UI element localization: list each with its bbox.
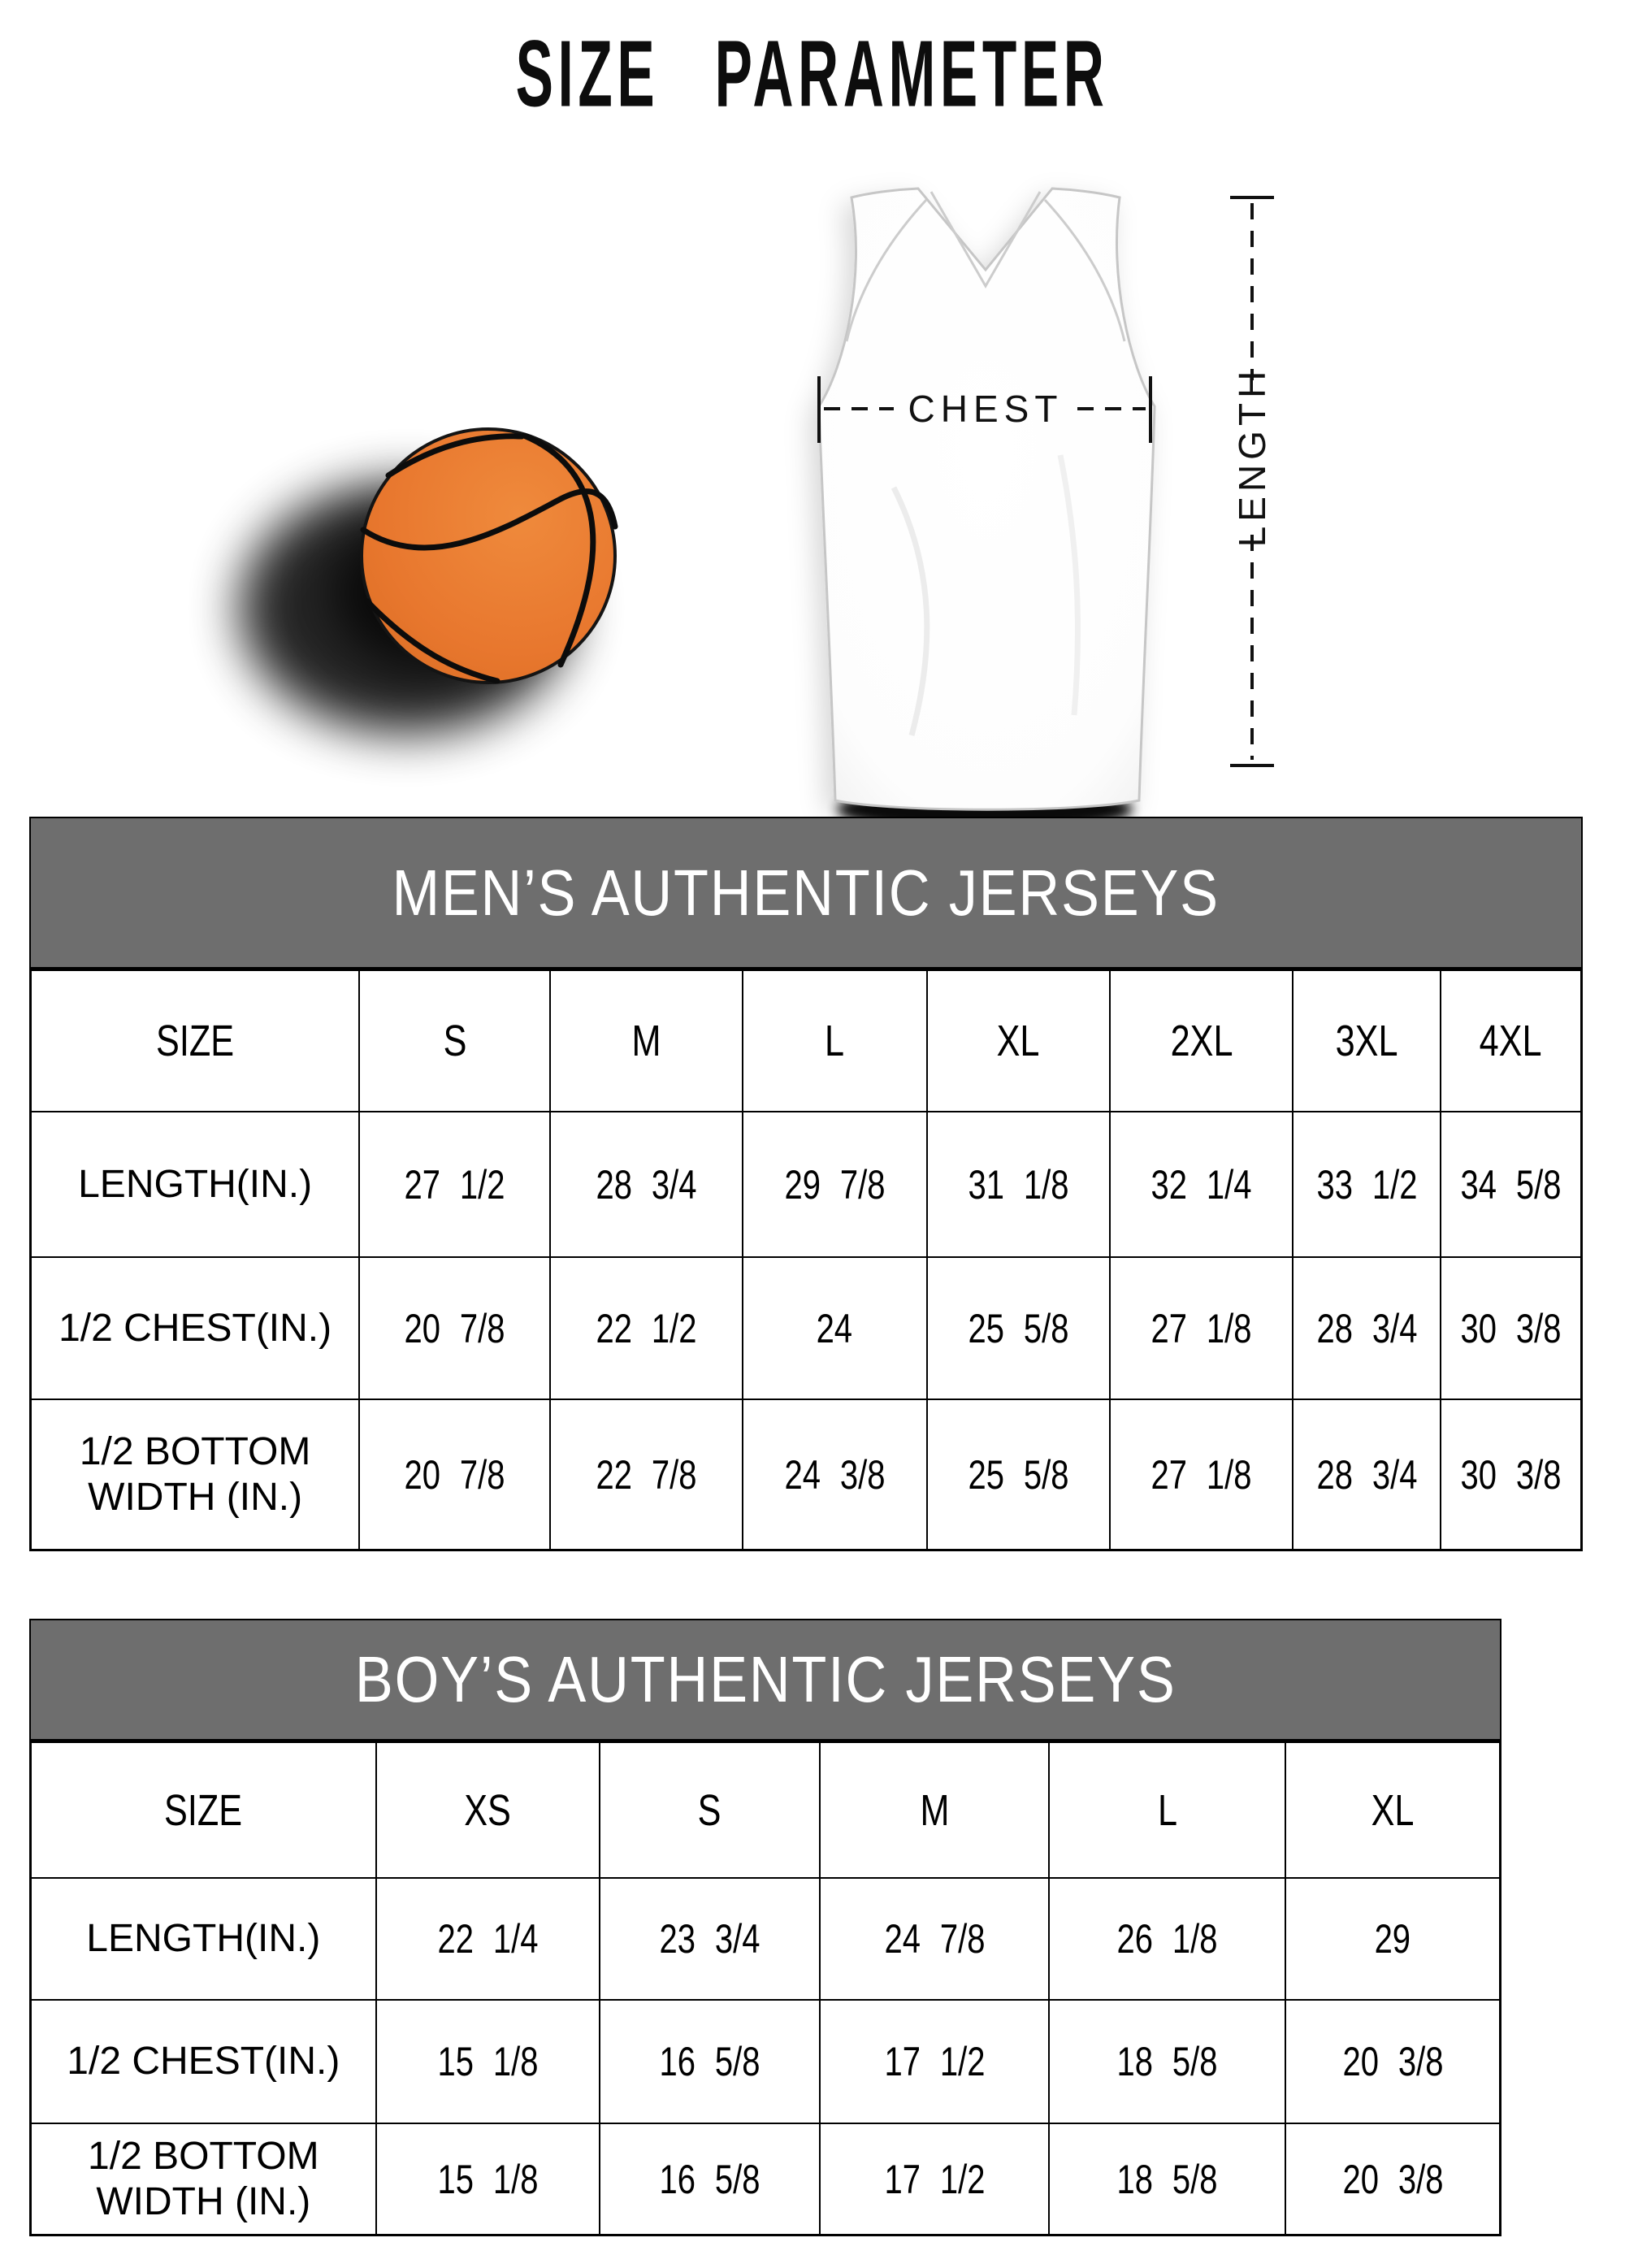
jersey-graphic (819, 189, 1274, 821)
men-col-s: S (359, 970, 550, 1112)
value-cell: 25 5/8 (927, 1257, 1110, 1399)
value-cell: 24 3/8 (743, 1399, 927, 1550)
men-size-table (29, 969, 1583, 1551)
value-cell: 17 1/2 (820, 2123, 1049, 2235)
boy-size-table-section (29, 1619, 1502, 2236)
row-label: LENGTH(IN.) (31, 1112, 360, 1257)
value-cell: 28 3/4 (550, 1112, 743, 1257)
value-cell: 15 1/8 (376, 2000, 600, 2123)
men-col-l: L (743, 970, 927, 1112)
row-label: LENGTH(IN.) (31, 1878, 376, 2000)
boy-table-title: BOY’S AUTHENTIC JERSEYS (354, 1643, 1176, 1715)
basketball-graphic (240, 429, 615, 734)
value-cell: 20 3/8 (1285, 2123, 1500, 2235)
boy-length-row (31, 1878, 1501, 2000)
value-cell: 22 1/2 (550, 1257, 743, 1399)
value-cell: 30 3/8 (1441, 1399, 1582, 1550)
value-cell: 27 1/8 (1110, 1399, 1293, 1550)
value-cell: 16 5/8 (600, 2000, 820, 2123)
men-table-banner (29, 817, 1583, 969)
value-cell: 17 1/2 (820, 2000, 1049, 2123)
boy-col-xl: XL (1285, 1742, 1500, 1879)
value-cell: 20 7/8 (359, 1257, 550, 1399)
value-cell: 29 (1285, 1878, 1500, 2000)
boy-col-s: S (600, 1742, 820, 1879)
value-cell: 16 5/8 (600, 2123, 820, 2235)
men-col-xl: XL (927, 970, 1110, 1112)
value-cell: 20 3/8 (1285, 2000, 1500, 2123)
value-cell: 22 7/8 (550, 1399, 743, 1550)
value-cell: 18 5/8 (1049, 2000, 1285, 2123)
men-col-4xl: 4XL (1441, 970, 1582, 1112)
value-cell: 22 1/4 (376, 1878, 600, 2000)
men-header-row (31, 970, 1582, 1112)
row-label: 1/2 BOTTOM WIDTH (IN.) (31, 1399, 360, 1550)
men-bottom-width-row (31, 1399, 1582, 1550)
value-cell: 15 1/8 (376, 2123, 600, 2235)
boy-size-header: SIZE (31, 1742, 376, 1879)
boy-chest-row (31, 2000, 1501, 2123)
page-title-text: SIZE PARAMETER (516, 20, 1109, 127)
value-cell: 26 1/8 (1049, 1878, 1285, 2000)
men-chest-row (31, 1257, 1582, 1399)
boy-col-xs: XS (376, 1742, 600, 1879)
boy-col-l: L (1049, 1742, 1285, 1879)
boy-col-m: M (820, 1742, 1049, 1879)
value-cell: 34 5/8 (1441, 1112, 1582, 1257)
value-cell: 23 3/4 (600, 1878, 820, 2000)
value-cell: 28 3/4 (1293, 1399, 1440, 1550)
value-cell: 18 5/8 (1049, 2123, 1285, 2235)
value-cell: 24 (743, 1257, 927, 1399)
value-cell: 28 3/4 (1293, 1257, 1440, 1399)
hero-graphic (0, 0, 1625, 821)
value-cell: 20 7/8 (359, 1399, 550, 1550)
value-cell: 33 1/2 (1293, 1112, 1440, 1257)
boy-header-row (31, 1742, 1501, 1879)
value-cell: 24 7/8 (820, 1878, 1049, 2000)
row-label: 1/2 CHEST(IN.) (31, 1257, 360, 1399)
row-label: 1/2 BOTTOM WIDTH (IN.) (31, 2123, 376, 2235)
boy-table-banner (29, 1619, 1502, 1741)
value-cell: 30 3/8 (1441, 1257, 1582, 1399)
value-cell: 31 1/8 (927, 1112, 1110, 1257)
men-table-title: MEN’S AUTHENTIC JERSEYS (392, 856, 1220, 929)
men-col-m: M (550, 970, 743, 1112)
value-cell: 25 5/8 (927, 1399, 1110, 1550)
value-cell: 27 1/8 (1110, 1257, 1293, 1399)
value-cell: 27 1/2 (359, 1112, 550, 1257)
men-size-header: SIZE (31, 970, 360, 1112)
boy-bottom-width-row (31, 2123, 1501, 2235)
men-col-3xl: 3XL (1293, 970, 1440, 1112)
chest-dimension-label: CHEST (908, 388, 1064, 430)
row-label: 1/2 CHEST(IN.) (31, 2000, 376, 2123)
men-size-table-section (29, 817, 1583, 1551)
value-cell: 29 7/8 (743, 1112, 927, 1257)
value-cell: 32 1/4 (1110, 1112, 1293, 1257)
men-col-2xl: 2XL (1110, 970, 1293, 1112)
boy-size-table (29, 1741, 1502, 2236)
length-dimension-label: LENGTH (1231, 366, 1273, 548)
men-length-row (31, 1112, 1582, 1257)
